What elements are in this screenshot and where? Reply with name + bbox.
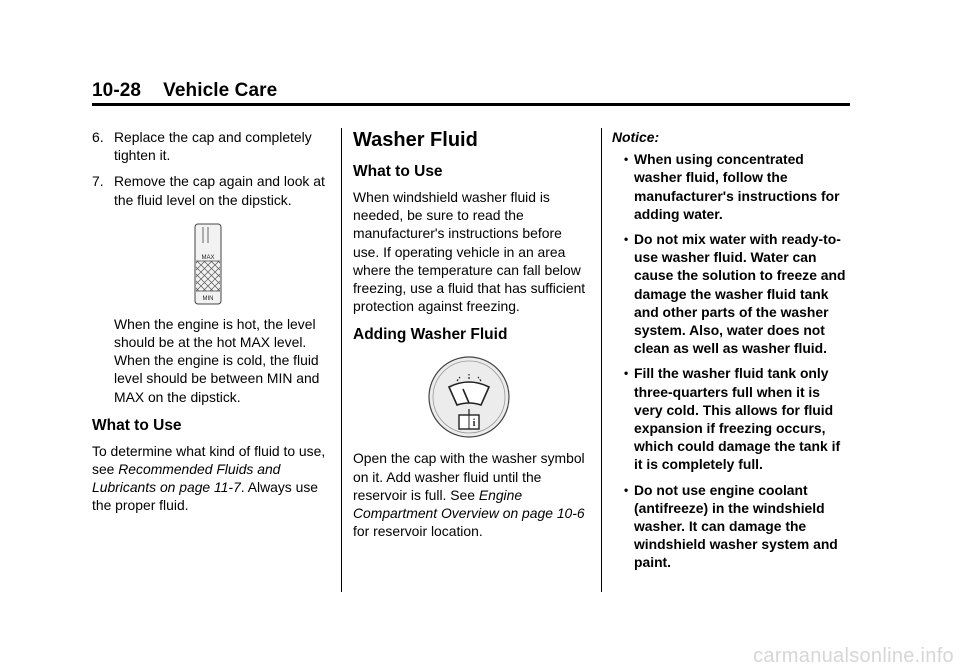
bullet-text: Do not use engine coolant (antifreeze) in the windshield washer. It can damage the windshield washer system and paint.: [634, 481, 838, 571]
min-label: MIN: [202, 295, 214, 302]
column-divider-2: [601, 128, 602, 592]
page-number: 10-28: [92, 80, 142, 101]
svg-text:i: i: [472, 418, 476, 430]
step-7: [92, 172, 337, 208]
heading-adding-washer-fluid: Adding Washer Fluid: [353, 326, 508, 344]
text-run: . Always use the proper fluid.: [92, 479, 319, 514]
notice-bullet-1: [612, 150, 850, 223]
column-divider-1: [341, 128, 342, 592]
text-run: Open the cap with the washer symbol on it. Add washer fluid until the reservoir is full. See: [353, 450, 585, 503]
bullet-text: Fill the washer fluid tank only three-quarters full when it is very cold. This allows for fluid expansion if freezing occurs, which could damage the tank if it is completely full.: [634, 365, 841, 473]
step-text: Remove the cap again and look at the fluid level on the dipstick.: [114, 173, 325, 208]
max-label: MAX: [201, 254, 215, 261]
bullet-text: Do not mix water with ready-to-use washer fluid. Water can cause the solution to freeze and damage the washer fluid tank and other parts of the washer system. Also, water does not clean as well as washer fluid.: [634, 231, 846, 357]
left-column: [92, 128, 337, 523]
step-number: 7.: [92, 173, 104, 190]
cross-reference: Engine Compartment Overview on page 10-6: [353, 486, 585, 522]
bullet-icon: •: [624, 232, 629, 247]
heading-washer-fluid: Washer Fluid: [353, 129, 478, 151]
notice-bullet-2: [612, 230, 850, 357]
adding-washer-paragraph: [353, 449, 591, 540]
bullet-text: When using concentrated washer fluid, follow the manufacturer's instructions for adding water.: [634, 151, 840, 222]
bullet-icon: •: [624, 482, 629, 497]
section-title: Vehicle Care: [163, 80, 278, 101]
bullet-icon: •: [624, 152, 629, 167]
page-header: [92, 80, 277, 102]
notice-label: Notice:: [612, 129, 660, 145]
notice-bullet-4: [612, 481, 850, 572]
step-6: [92, 128, 337, 164]
right-column: [612, 128, 850, 579]
heading-what-to-use-washer: What to Use: [353, 163, 443, 180]
bullet-icon: •: [624, 366, 629, 381]
hot-cold-paragraph: When the engine is hot, the level should be at the hot MAX level. When the engine is cold, the fluid level should be between MIN and MAX on the dipstick.: [114, 315, 320, 405]
text-run: for reservoir location.: [353, 523, 483, 540]
step-number: 6.: [92, 129, 104, 145]
cross-reference: Recommended Fluids and Lubricants on page 11-7: [92, 461, 281, 496]
step-text: Replace the cap and completely tighten it.: [114, 129, 312, 164]
notice-bullet-3: [612, 364, 850, 473]
washer-symbol-icon: [427, 355, 511, 439]
dipstick-illustration: [194, 223, 222, 305]
washer-what-to-use-paragraph: When windshield washer fluid is needed, be sure to read the manufacturer's instructions before use. If operating vehicle in an area where the temperature can fall below freezing, use a fluid that has sufficient protection against freezing.: [353, 189, 586, 315]
text-run: To determine what kind of fluid to use, see: [92, 442, 326, 478]
watermark: carmanualsonline.info: [753, 645, 954, 667]
heading-what-to-use-oil: What to Use: [92, 416, 182, 434]
what-to-use-paragraph: [92, 442, 337, 515]
middle-column: [353, 128, 591, 548]
header-rule: [92, 103, 850, 106]
